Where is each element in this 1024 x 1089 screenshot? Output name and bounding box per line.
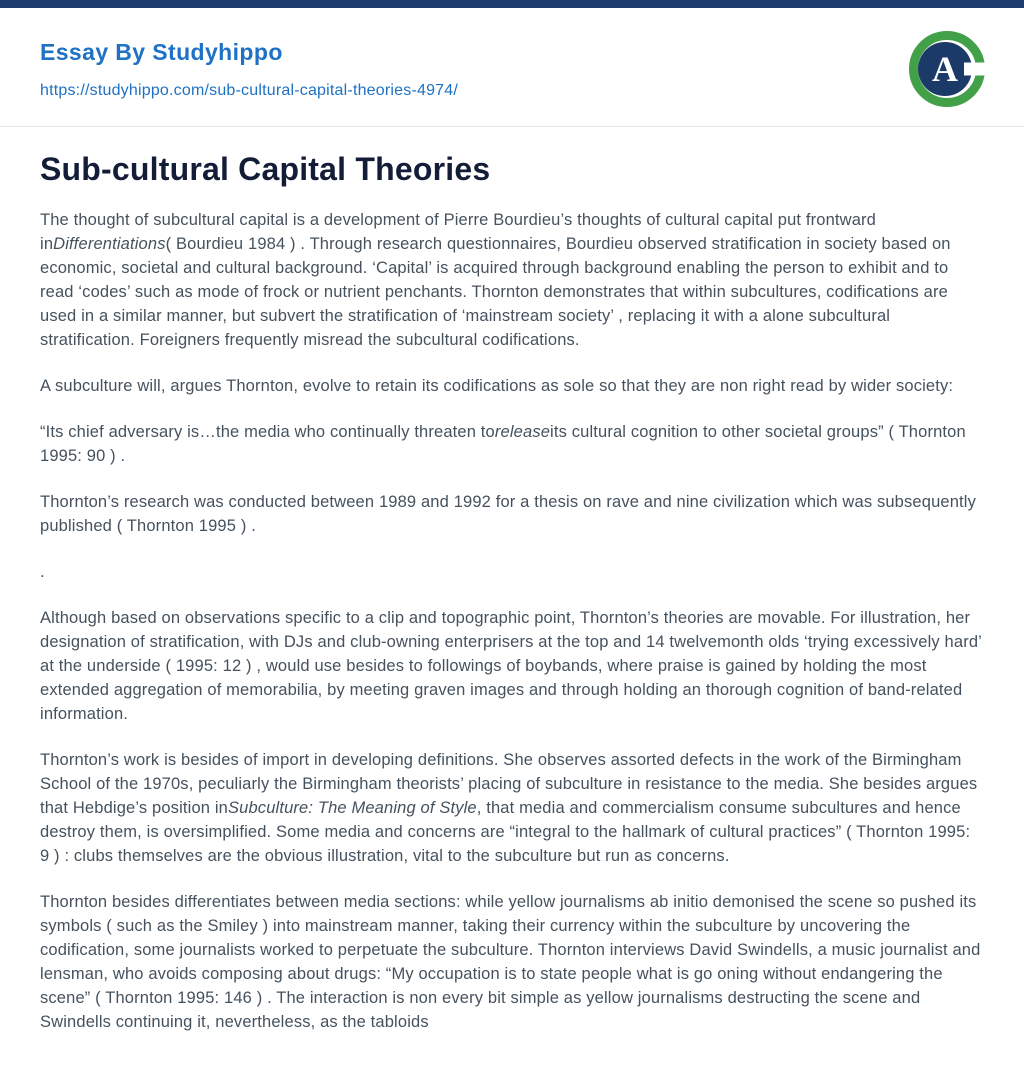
text-run: . xyxy=(40,563,45,581)
site-title: Essay By Studyhippo xyxy=(40,38,283,65)
logo-ring-gap xyxy=(964,63,986,76)
italic-text-run: Differentiations xyxy=(53,235,166,253)
text-run: A subculture will, argues Thornton, evolve to retain its codifications as sole so that they are non right read by wider society: xyxy=(40,377,954,395)
text-run: ( Bourdieu 1984 ) . Through research questionnaires, Bourdieu observed stratification in society based on economic, societal and cultural background. ‘Capital’ is acquired through background enabling the person to exhibit and to read ‘codes’ such as mode of frock or nutrient penchants. Thornton demonstrates that within subcultures, codifications are used in a similar manner, but subvert the stratification of ‘mainstream society’ , replacing it with a alone subcultural stratification. Foreigners frequently misread the subcultural codifications. xyxy=(40,235,951,349)
logo-graphic xyxy=(908,30,986,108)
article xyxy=(0,127,1024,1034)
studyhippo-logo xyxy=(908,30,986,108)
header-text-block xyxy=(40,39,458,100)
text-run: Thornton’s research was conducted between 1989 and 1992 for a thesis on rave and nine civilization which was subsequently published ( Thornton 1995 ) . xyxy=(40,493,976,535)
text-run: Although based on observations specific to a clip and topographic point, Thornton’s theories are movable. For illustration, her designation of stratification, with DJs and club-owning enterprisers at the top and 14 twelvemonth olds ‘trying excessively hard’ at the underside ( 1995: 12 ) , would use besides to followings of boybands, where praise is gained by holding the most extended aggregation of memorabilia, by meeting graven images and through holding an thorough cognition of band-related information. xyxy=(40,609,982,723)
top-accent-bar xyxy=(0,0,1024,8)
article-paragraph xyxy=(40,420,984,468)
article-title: Sub-cultural Capital Theories xyxy=(40,151,491,187)
text-run: Thornton’s work is besides of import in developing definitions. She observes assorted defects in the work of the Birmingham School of the 1970s, peculiarly the Birmingham theorists’ placing of subculture in resistance to the media. She besides argues that Hebdige’s position in xyxy=(40,751,978,817)
source-url-link[interactable]: https://studyhippo.com/sub-cultural-capital-theories-4974/ xyxy=(40,81,459,99)
text-run: , that media and commercialism consume subcultures and hence destroy them, is oversimplified. Some media and concerns are “integral to the hallmark of cultural practices” ( Thornton 1995: 9 ) : clubs themselves are the obvious illustration, vital to the subculture but run as concerns. xyxy=(40,799,971,865)
article-paragraph xyxy=(40,374,984,398)
page-header xyxy=(0,8,1024,126)
text-run: “Its chief adversary is…the media who continually threaten to xyxy=(40,423,495,441)
article-paragraph xyxy=(40,606,984,726)
italic-text-run: release xyxy=(494,423,551,441)
article-paragraph xyxy=(40,560,984,584)
article-paragraph xyxy=(40,890,984,1034)
article-paragraph xyxy=(40,208,984,352)
article-paragraph xyxy=(40,748,984,868)
text-run: its cultural cognition to other societal groups” ( Thornton 1995: 90 ) . xyxy=(40,423,966,465)
text-run: The thought of subcultural capital is a development of Pierre Bourdieu’s thoughts of cultural capital put frontward in xyxy=(40,211,877,253)
logo-letter: A xyxy=(932,49,958,89)
text-run: Thornton besides differentiates between media sections: while yellow journalisms ab initio demonised the scene so pushed its symbols ( such as the Smiley ) into mainstream manner, taking their currency within the subculture by uncovering the codification, some journalists worked to perpetuate the subculture. Thornton interviews David Swindells, a music journalist and lensman, who avoids composing about drugs: “My occupation is to state people what is go oning without endangering the scene” ( Thornton 1995: 146 ) . The interaction is non every bit simple as yellow journalisms destructing the scene and Swindells continuing it, nevertheless, as the tabloids xyxy=(40,893,981,1031)
article-paragraph xyxy=(40,490,984,538)
article-body xyxy=(40,208,984,1034)
italic-text-run: Subculture: The Meaning of Style xyxy=(227,799,477,817)
